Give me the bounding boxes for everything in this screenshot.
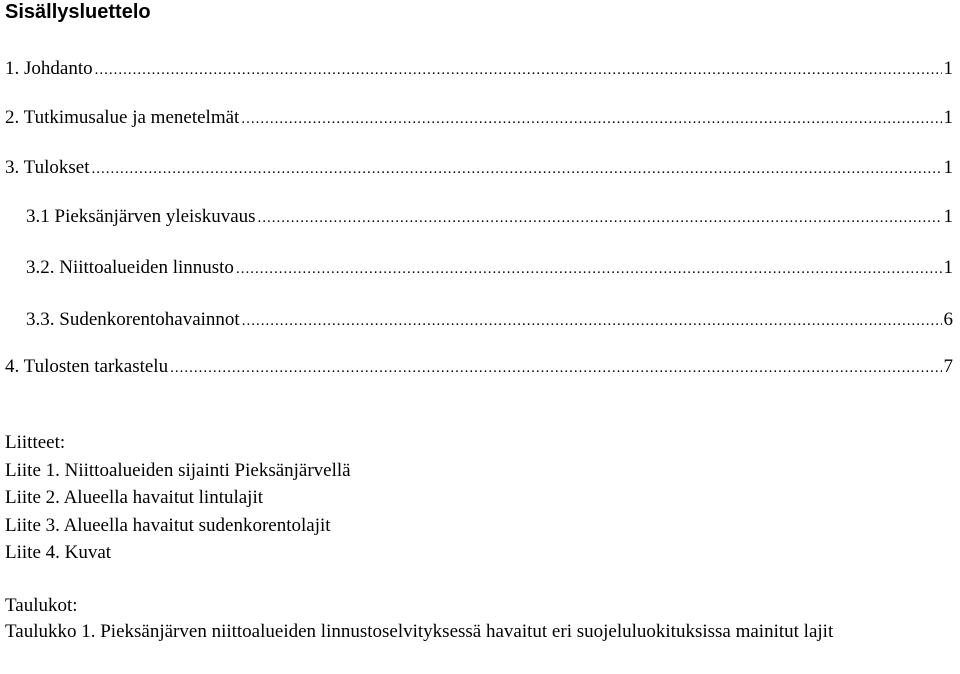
toc-entry-label: 1. Johdanto (5, 58, 93, 79)
toc-page-number: 6 (943, 309, 953, 330)
toc-entry-label: 4. Tulosten tarkastelu (5, 356, 169, 377)
toc-leader-dots (170, 356, 941, 380)
toc-leader-dots (241, 107, 941, 131)
appendix-item: Liite 2. Alueella havaitut lintulajit (5, 487, 264, 508)
toc-leader-dots (236, 257, 942, 281)
toc-entry-johdanto[interactable] (5, 57, 953, 82)
toc-entry-label: 2. Tutkimusalue ja menetelmät (5, 107, 240, 128)
toc-entry-label: 3.1 Pieksänjärven yleiskuvaus (26, 206, 256, 227)
toc-entry-label: 3. Tulokset (5, 157, 90, 178)
toc-entry-tarkastelu[interactable] (5, 355, 953, 380)
appendix-item: Liite 3. Alueella havaitut sudenkorentolajit (5, 515, 331, 536)
toc-entry-tulokset[interactable] (5, 156, 953, 181)
toc-leader-dots (91, 157, 941, 181)
toc-page-number: 1 (943, 206, 953, 227)
toc-entry-tutkimusalue[interactable] (5, 106, 953, 131)
toc-page-number: 7 (943, 356, 953, 377)
toc-leader-dots (242, 309, 942, 333)
table-caption: Taulukko 1. Pieksänjärven niittoalueiden linnustoselvityksessä havaitut eri suojeluluokituksissa mainitut lajit (5, 621, 834, 642)
toc-leader-dots (95, 58, 942, 82)
toc-page-number: 1 (943, 157, 953, 178)
appendix-item: Liite 4. Kuvat (5, 542, 112, 563)
toc-entry-sudenkorento[interactable] (26, 308, 953, 333)
toc-entry-label: 3.3. Sudenkorentohavainnot (26, 309, 240, 330)
page-title: Sisällysluettelo (5, 1, 151, 23)
toc-page-number: 1 (943, 58, 953, 79)
toc-page-number: 1 (943, 107, 953, 128)
toc-page-number: 1 (943, 257, 953, 278)
toc-entry-linnusto[interactable] (26, 256, 953, 281)
toc-entry-yleiskuvaus[interactable] (26, 205, 953, 230)
tables-heading: Taulukot: (5, 595, 78, 616)
toc-entry-label: 3.2. Niittoalueiden linnusto (26, 257, 234, 278)
appendix-item: Liite 1. Niittoalueiden sijainti Pieksänjärvellä (5, 460, 351, 481)
toc-leader-dots (258, 206, 942, 230)
appendices-heading: Liitteet: (5, 432, 66, 453)
